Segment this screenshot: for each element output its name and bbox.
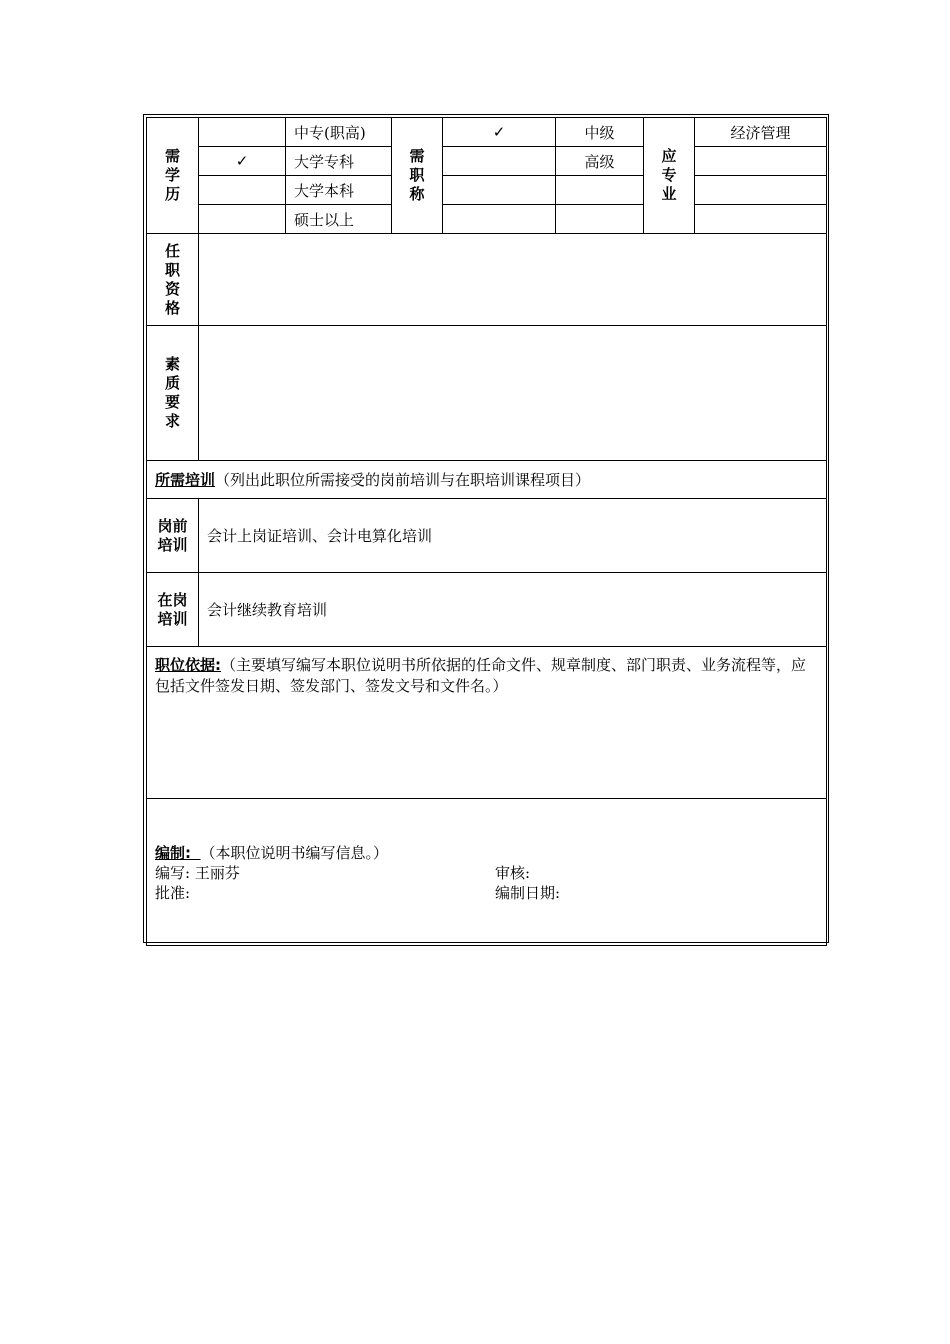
major-value <box>695 147 827 176</box>
approver-label: 批准: <box>155 884 191 902</box>
reviewer-label: 审核: <box>495 864 531 882</box>
title-check-cell <box>443 147 556 176</box>
requirement-row <box>147 147 827 176</box>
compile-line-1 <box>155 863 820 883</box>
education-level: 大学本科 <box>286 176 392 205</box>
job-description-form <box>143 114 829 943</box>
education-label: 需 学 历 <box>147 118 199 234</box>
compile-note: （本职位说明书编写信息。） <box>200 844 389 862</box>
title-req-label: 需 职 称 <box>392 118 443 234</box>
compile-title: 编制: <box>155 844 191 862</box>
basis-note: （主要填写编写本职位说明书所依据的任命文件、规章制度、部门职责、业务流程等，应包括文件签发日期、签发部门、签发文号和文件名。） <box>155 656 807 695</box>
education-level: 中专(职高) <box>286 118 392 147</box>
education-check-cell <box>199 205 286 234</box>
requirement-row <box>147 176 827 205</box>
compile-cell <box>147 799 827 946</box>
requirements-table <box>146 117 827 946</box>
education-level: 大学专科 <box>286 147 392 176</box>
pre-job-training-label: 岗前 培训 <box>147 499 199 573</box>
qualification-row <box>147 234 827 326</box>
education-level: 硕士以上 <box>286 205 392 234</box>
writer-name: 王丽芬 <box>194 864 240 882</box>
quality-row <box>147 326 827 461</box>
compile-line-2 <box>155 883 820 903</box>
major-value: 经济管理 <box>695 118 827 147</box>
title-check-cell <box>443 176 556 205</box>
compile-row <box>147 799 827 946</box>
qualification-label: 任 职 资 格 <box>147 234 199 326</box>
training-header <box>147 461 827 499</box>
quality-label: 素 质 要 求 <box>147 326 199 461</box>
basis-title: 职位依据: <box>155 656 221 674</box>
on-job-training-content: 会计继续教育培训 <box>199 573 827 647</box>
training-header-row <box>147 461 827 499</box>
education-check-cell <box>199 176 286 205</box>
title-level <box>556 176 644 205</box>
writer-label: 编写: <box>155 864 191 882</box>
requirement-row <box>147 205 827 234</box>
title-check-cell <box>443 205 556 234</box>
education-check-cell: ✓ <box>199 147 286 176</box>
requirement-row <box>147 118 827 147</box>
pre-job-training-row <box>147 499 827 573</box>
pre-job-training-content: 会计上岗证培训、会计电算化培训 <box>199 499 827 573</box>
major-value <box>695 205 827 234</box>
training-title: 所需培训 <box>155 471 216 489</box>
quality-content <box>199 326 827 461</box>
education-check-cell <box>199 118 286 147</box>
training-note: （列出此职位所需接受的岗前培训与在职培训课程项目） <box>215 471 591 489</box>
date-label: 编制日期: <box>495 884 561 902</box>
title-level <box>556 205 644 234</box>
compile-heading <box>155 843 820 863</box>
major-label: 应 专 业 <box>644 118 695 234</box>
title-level: 高级 <box>556 147 644 176</box>
basis-cell <box>147 647 827 799</box>
title-check-cell: ✓ <box>443 118 556 147</box>
title-level: 中级 <box>556 118 644 147</box>
on-job-training-row <box>147 573 827 647</box>
basis-row <box>147 647 827 799</box>
on-job-training-label: 在岗 培训 <box>147 573 199 647</box>
major-value <box>695 176 827 205</box>
qualification-content <box>199 234 827 326</box>
